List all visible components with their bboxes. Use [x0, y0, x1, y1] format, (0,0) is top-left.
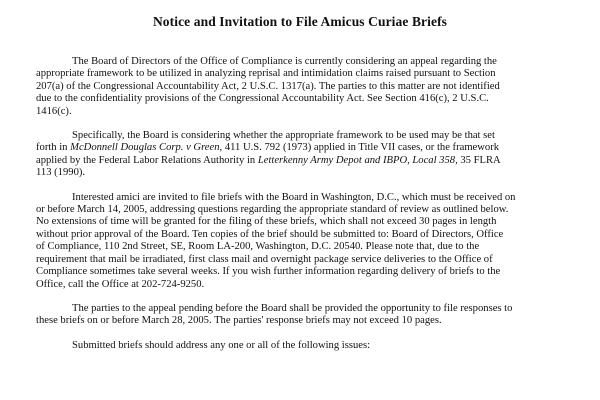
paragraph-line: [36, 142, 564, 154]
paragraph-line: [36, 241, 564, 253]
text-run: appropriate framework to be utilized in analyzing reprisal and intimidation claims raised pursuant to Section: [36, 68, 496, 80]
case-citation: McDonnell Douglas Corp. v Green: [70, 142, 220, 154]
text-run: The parties to the appeal pending before the Board shall be provided the opportunity to file responses to: [72, 302, 513, 314]
text-run: Specifically, the Board is considering whether the appropriate framework to be used may be that set: [72, 130, 495, 142]
text-run: 35 FLRA: [457, 154, 501, 166]
paragraph-line: [36, 216, 564, 228]
paragraph-line: [36, 192, 564, 204]
paragraph-line: [36, 266, 564, 278]
text-run: requirement that mail be irradiated, first class mail and overnight package service deliveries to the Office of: [36, 253, 493, 265]
text-run: applied by the Federal Labor Relations Authority in: [36, 154, 258, 166]
paragraph-line: [36, 56, 564, 68]
text-run: or before March 14, 2005, addressing questions regarding the appropriate standard of review as outlined below.: [36, 204, 509, 216]
paragraph-line: [36, 204, 564, 216]
paragraph-line: [36, 68, 564, 80]
paragraph-1: [36, 56, 564, 118]
paragraph-line: [36, 93, 564, 105]
text-run: due to the confidentiality provisions of the Congressional Accountability Act. See Section 416(c), 2 U.S.C.: [36, 93, 489, 105]
paragraph-line: [36, 254, 564, 266]
paragraph-line: [36, 130, 564, 142]
text-run: these briefs on or before March 28, 2005. The parties' response briefs may not exceed 10 pages.: [36, 315, 442, 327]
text-run: 113 (1990).: [36, 167, 86, 179]
paragraph-line: [36, 81, 564, 93]
text-run: Compliance sometimes take several weeks. If you wish further information regarding delivery of briefs to the: [36, 266, 501, 278]
text-run: forth in: [36, 142, 71, 154]
text-run: Interested amici are invited to file briefs with the Board in Washington, D.C., which must be received on: [72, 191, 516, 203]
paragraph-4: [36, 303, 564, 328]
paragraph-line: [36, 167, 564, 179]
text-run: Office, call the Office at 202-724-9250.: [36, 278, 205, 290]
paragraph-line: [36, 279, 564, 291]
text-run: Submitted briefs should address any one or all of the following issues:: [72, 339, 371, 351]
case-citation: Letterkenny Army Depot and IBPO, Local 358,: [257, 154, 458, 166]
text-run: without prior approval of the Board. Ten copies of the brief should be submitted to: Board of Directors, Office: [36, 228, 504, 240]
paragraph-2: [36, 130, 564, 180]
text-run: 1416(c).: [36, 105, 72, 117]
paragraph-line: [36, 106, 564, 118]
paragraph-line: [36, 155, 564, 167]
text-run: 207(a) of the Congressional Accountability Act, 2 U.S.C. 1317(a). The parties to this matter are not identified: [36, 80, 500, 92]
document-title: Notice and Invitation to File Amicus Curiae Briefs: [152, 14, 448, 29]
text-run: No extensions of time will be granted for the filing of these briefs, which shall not exceed 30 pages in length: [36, 216, 497, 228]
text-run: The Board of Directors of the Office of Compliance is currently considering an appeal regarding the: [72, 56, 497, 67]
paragraph-line: [36, 303, 564, 315]
document-body: [36, 56, 564, 352]
paragraph-3: [36, 192, 564, 291]
paragraph-5: [36, 340, 564, 352]
paragraph-line: [36, 229, 564, 241]
text-run: of Compliance, 110 2nd Street, SE, Room LA-200, Washington, D.C. 20540. Please note that, due to the: [36, 241, 480, 253]
paragraph-line: [36, 340, 564, 352]
paragraph-line: [36, 315, 564, 327]
text-run: , 411 U.S. 792 (1973) applied in Title VII cases, or the framework: [219, 142, 500, 154]
